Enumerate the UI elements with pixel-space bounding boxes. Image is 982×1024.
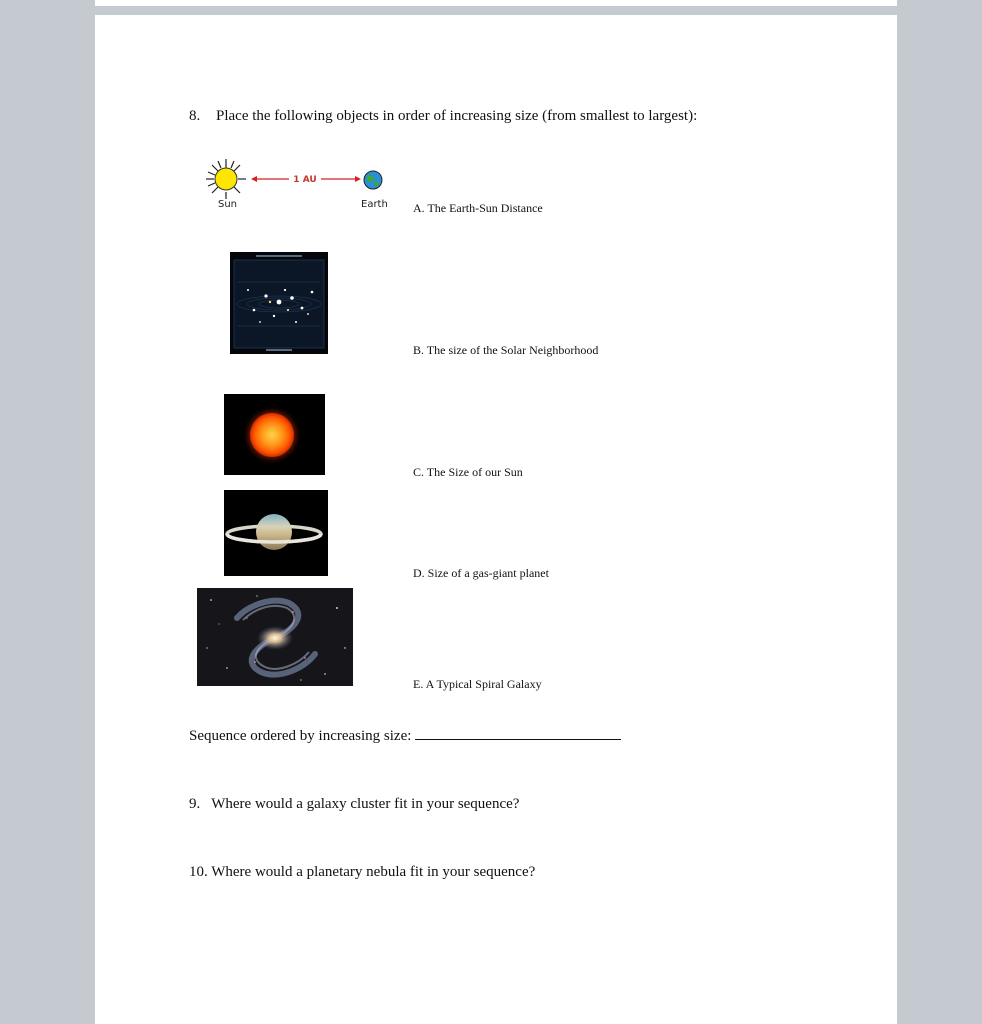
worksheet-page (95, 15, 897, 1024)
sequence-line (189, 728, 621, 745)
option-c: C. The Size of our Sun (413, 465, 523, 479)
option-e: E. A Typical Spiral Galaxy (413, 677, 542, 691)
spiral-galaxy-photo (197, 588, 353, 686)
question-8-number: 8. (189, 108, 201, 124)
solar-neighborhood-image (230, 252, 328, 354)
distance-label: 1 AU (293, 175, 317, 185)
option-a: A. The Earth-Sun Distance (413, 201, 543, 215)
option-d: D. Size of a gas-giant planet (413, 566, 549, 580)
question-8-prompt: Place the following objects in order of increasing size (from smallest to largest): (216, 108, 698, 124)
question-10: 10. Where would a planetary nebula fit in your sequence? (189, 864, 536, 880)
previous-page-edge (95, 0, 897, 6)
earth-label: Earth (361, 199, 388, 210)
saturn-photo (224, 490, 328, 576)
sun-photo (224, 394, 325, 475)
option-b: B. The size of the Solar Neighborhood (413, 343, 599, 357)
sun-label: Sun (218, 199, 238, 210)
sequence-answer-blank (415, 738, 621, 740)
earth-sun-diagram (201, 155, 401, 213)
sun-icon (206, 159, 246, 199)
earth-icon (364, 171, 382, 189)
sequence-label: Sequence ordered by increasing size: (189, 728, 412, 744)
question-9: 9. Where would a galaxy cluster fit in your sequence? (189, 796, 520, 812)
